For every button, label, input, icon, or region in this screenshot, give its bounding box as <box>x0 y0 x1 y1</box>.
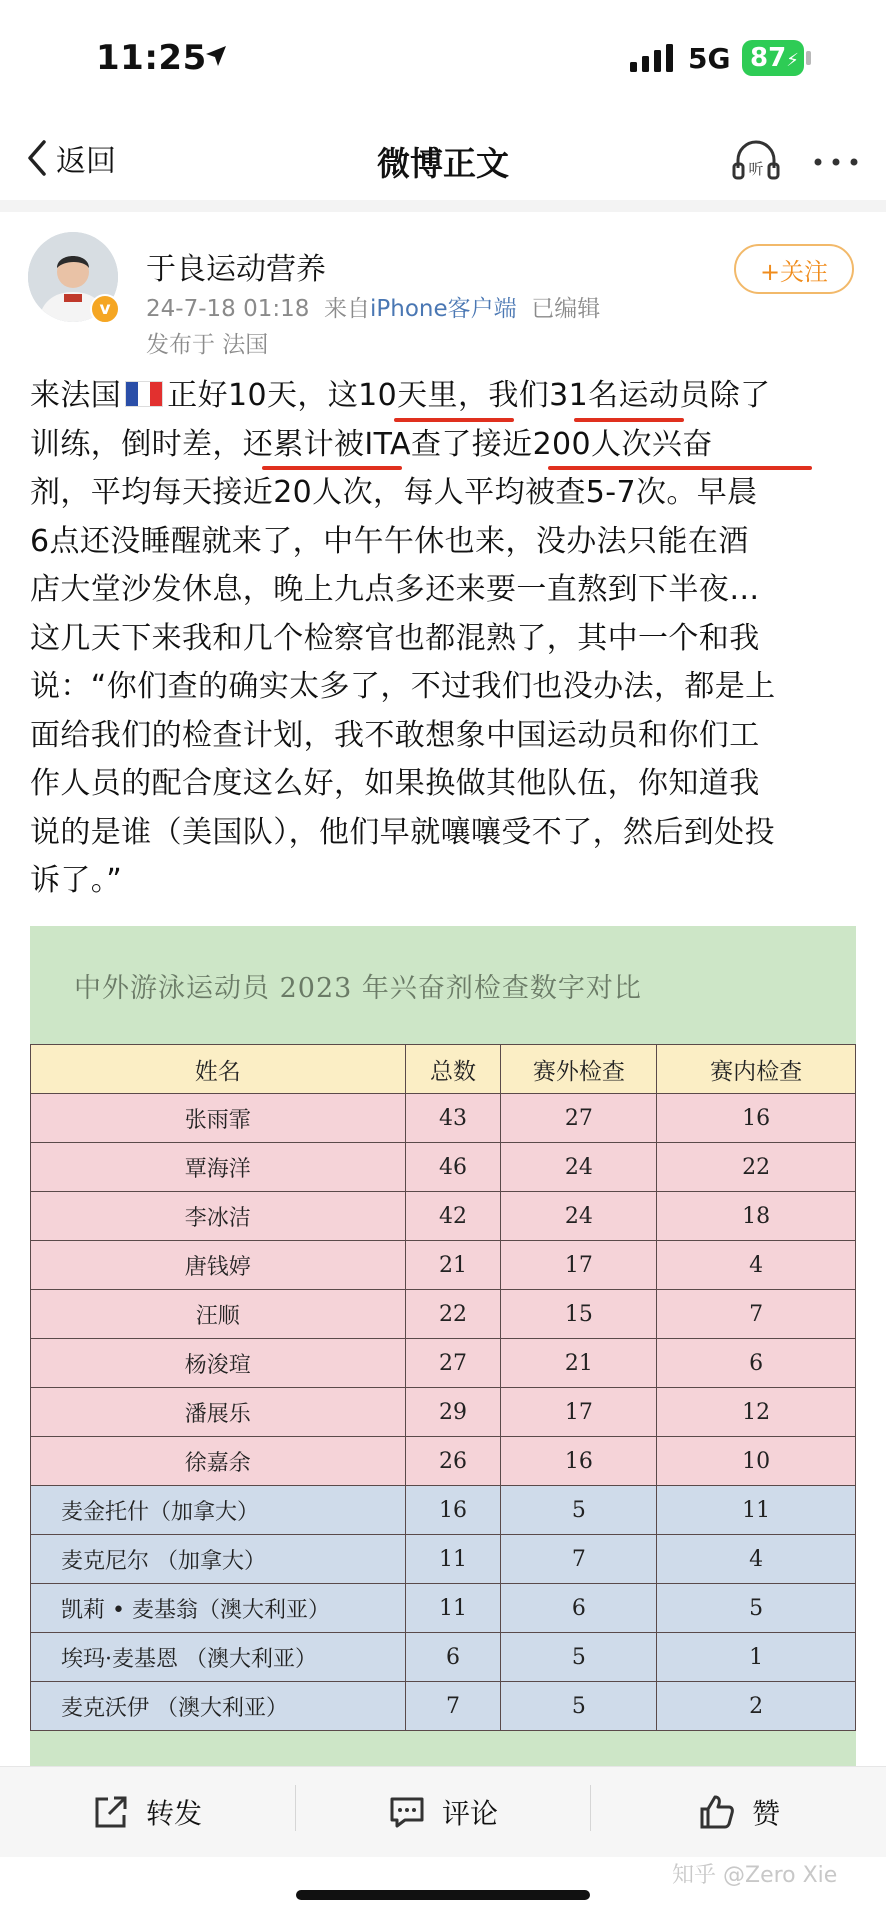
verified-badge-icon: v <box>90 294 120 324</box>
cell-name: 麦克沃伊 （澳大利亚） <box>31 1682 406 1731</box>
cell-name: 埃玛·麦基恩 （澳大利亚） <box>31 1633 406 1682</box>
header-total: 总数 <box>405 1045 501 1094</box>
action-separator <box>590 1785 591 1831</box>
header-name: 姓名 <box>31 1045 406 1094</box>
cell-name: 潘展乐 <box>31 1388 406 1437</box>
cell-total: 22 <box>405 1290 501 1339</box>
cell-total: 21 <box>405 1241 501 1290</box>
back-label: 返回 <box>56 144 116 179</box>
table-row <box>31 1535 856 1584</box>
body-line: 诉了。” <box>30 863 123 898</box>
cell-in: 11 <box>657 1486 856 1535</box>
cell-total: 42 <box>405 1192 501 1241</box>
comment-icon <box>388 1793 426 1831</box>
cell-in: 10 <box>657 1437 856 1486</box>
cell-name: 覃海洋 <box>31 1143 406 1192</box>
cell-name: 徐嘉余 <box>31 1437 406 1486</box>
location-arrow-icon <box>204 44 228 68</box>
like-label: 赞 <box>752 1797 781 1830</box>
source-link[interactable]: iPhone客户端 <box>369 296 517 322</box>
cell-out: 24 <box>501 1192 657 1241</box>
share-icon <box>92 1793 130 1831</box>
cell-out: 5 <box>501 1682 657 1731</box>
cell-in: 16 <box>657 1094 856 1143</box>
signal-icon <box>630 44 674 72</box>
section-divider <box>0 200 886 212</box>
table-row <box>31 1192 856 1241</box>
cell-total: 11 <box>405 1584 501 1633</box>
body-line: 作人员的配合度这么好，如果换做其他队伍，你知道我 <box>30 766 760 801</box>
headphones-listen-icon[interactable] <box>730 136 782 184</box>
network-type: 5G <box>688 42 731 75</box>
cell-total: 11 <box>405 1535 501 1584</box>
repost-button[interactable] <box>92 1791 202 1833</box>
cell-total: 27 <box>405 1339 501 1388</box>
cell-total: 26 <box>405 1437 501 1486</box>
nav-bar <box>0 120 886 201</box>
cell-in: 12 <box>657 1388 856 1437</box>
watermark: 知乎 @Zero Xie <box>672 1863 838 1888</box>
cell-total: 46 <box>405 1143 501 1192</box>
cell-total: 29 <box>405 1388 501 1437</box>
cell-name: 麦克尼尔 （加拿大） <box>31 1535 406 1584</box>
page-title: 微博正文 <box>377 144 509 183</box>
cell-out: 17 <box>501 1241 657 1290</box>
body-line: 这几天下来我和几个检察官也都混熟了，其中一个和我 <box>30 620 760 656</box>
table-row <box>31 1584 856 1633</box>
table-row <box>31 1437 856 1486</box>
post-meta <box>146 290 600 323</box>
follow-button[interactable]: +关注 <box>734 244 854 294</box>
cell-out: 17 <box>501 1388 657 1437</box>
action-separator <box>295 1785 296 1831</box>
cell-in: 18 <box>657 1192 856 1241</box>
comment-button[interactable] <box>388 1791 498 1833</box>
body-line: 训练，倒时差，还累计被ITA查了接近200人次兴奋 <box>30 426 713 462</box>
repost-label: 转发 <box>146 1797 203 1830</box>
cell-in: 6 <box>657 1339 856 1388</box>
cell-in: 2 <box>657 1682 856 1731</box>
cell-out: 5 <box>501 1486 657 1535</box>
cell-total: 6 <box>405 1633 501 1682</box>
home-indicator[interactable] <box>296 1890 590 1900</box>
table-row <box>31 1633 856 1682</box>
post-body <box>30 372 858 906</box>
cell-out: 27 <box>501 1094 657 1143</box>
cell-name: 麦金托什（加拿大） <box>31 1486 406 1535</box>
table-header-row <box>31 1045 856 1094</box>
body-line: 说：“你们查的确实太多了，不过我们也没办法，都是上 <box>30 669 776 704</box>
header-in-competition: 赛内检查 <box>657 1045 856 1094</box>
battery-tip <box>806 51 811 65</box>
action-bar <box>0 1766 886 1857</box>
table-row <box>31 1339 856 1388</box>
battery-indicator <box>742 40 804 76</box>
comment-label: 评论 <box>442 1797 499 1830</box>
table-row <box>31 1094 856 1143</box>
cell-in: 5 <box>657 1584 856 1633</box>
post-location: 发布于 法国 <box>146 332 269 358</box>
cell-out: 21 <box>501 1339 657 1388</box>
body-line: 面给我们的检查计划，我不敢想象中国运动员和你们工 <box>30 717 760 753</box>
cell-out: 6 <box>501 1584 657 1633</box>
table-row <box>31 1143 856 1192</box>
body-line-rest: 正好10天，这10天里，我们31名运动员除了 <box>167 378 771 413</box>
table-row <box>31 1290 856 1339</box>
cell-name: 汪顺 <box>31 1290 406 1339</box>
thumbs-up-icon <box>698 1793 736 1831</box>
cell-total: 43 <box>405 1094 501 1143</box>
table-row <box>31 1486 856 1535</box>
source-prefix: 来自 <box>323 296 370 322</box>
table-row <box>31 1241 856 1290</box>
doping-test-table <box>30 1044 856 1731</box>
edited-flag: 已编辑 <box>531 296 601 322</box>
cell-name: 张雨霏 <box>31 1094 406 1143</box>
cell-name: 凯莉 • 麦基翁（澳大利亚） <box>31 1584 406 1633</box>
cell-out: 7 <box>501 1535 657 1584</box>
status-bar <box>0 0 886 120</box>
charging-icon: ⚡ <box>786 50 799 71</box>
more-icon[interactable] <box>808 136 864 184</box>
author-name[interactable]: 于良运动营养 <box>146 252 326 287</box>
header-out-of-competition: 赛外检查 <box>501 1045 657 1094</box>
cell-in: 4 <box>657 1241 856 1290</box>
red-underline <box>262 466 402 470</box>
body-line: 剂，平均每天接近20人次，每人平均被查5-7次。早晨 <box>30 475 758 510</box>
red-underline <box>548 466 812 470</box>
cell-in: 22 <box>657 1143 856 1192</box>
post-time: 24-7-18 01:18 <box>146 296 310 322</box>
body-line: 说的是谁（美国队），他们早就嚷嚷受不了，然后到处投 <box>30 814 775 850</box>
cell-in: 1 <box>657 1633 856 1682</box>
cell-total: 7 <box>405 1682 501 1731</box>
cell-out: 5 <box>501 1633 657 1682</box>
table-row <box>31 1682 856 1731</box>
embedded-table-image[interactable] <box>30 926 856 1766</box>
red-underline <box>394 418 514 422</box>
battery-level: 87 <box>750 43 787 73</box>
body-line-start: 来法国 <box>30 378 122 413</box>
france-flag-icon <box>125 381 163 407</box>
body-line: 店大堂沙发休息，晚上九点多还来要一直熬到下半夜… <box>30 572 760 607</box>
table-title: 中外游泳运动员 2023 年兴奋剂检查数字对比 <box>74 973 642 1004</box>
cell-out: 16 <box>501 1437 657 1486</box>
cell-out: 15 <box>501 1290 657 1339</box>
cell-in: 4 <box>657 1535 856 1584</box>
cell-name: 李冰洁 <box>31 1192 406 1241</box>
listen-label: 听 <box>748 160 764 178</box>
body-line <box>30 372 858 421</box>
table-row <box>31 1388 856 1437</box>
cell-name: 杨浚瑄 <box>31 1339 406 1388</box>
cell-total: 16 <box>405 1486 501 1535</box>
status-time: 11:25 <box>96 38 207 78</box>
body-line: 6点还没睡醒就来了，中午午休也来，没办法只能在酒 <box>30 523 749 559</box>
like-button[interactable] <box>698 1791 780 1833</box>
red-underline <box>574 418 684 422</box>
cell-name: 唐钱婷 <box>31 1241 406 1290</box>
cell-out: 24 <box>501 1143 657 1192</box>
cell-in: 7 <box>657 1290 856 1339</box>
